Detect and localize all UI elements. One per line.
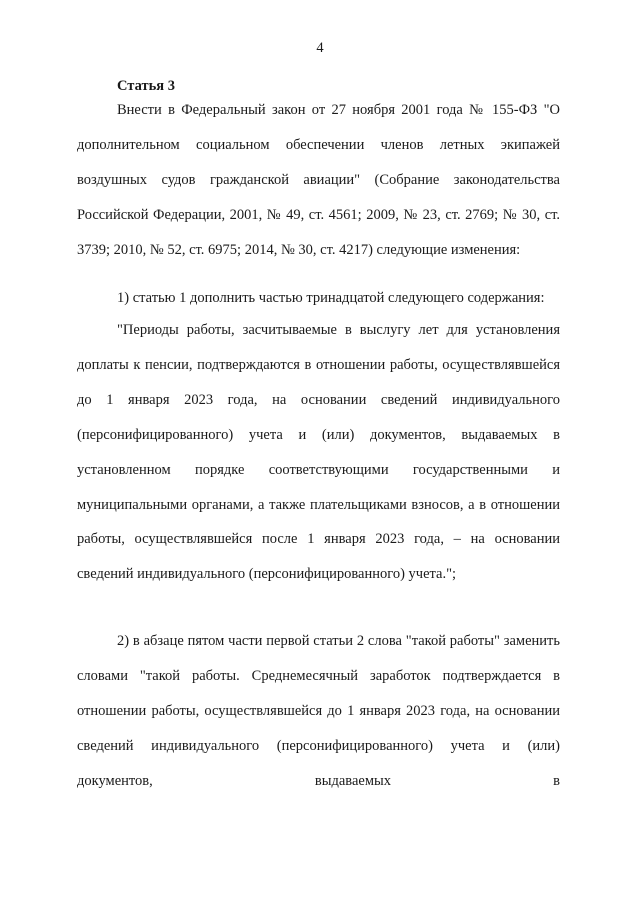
paragraph-intro: Внести в Федеральный закон от 27 ноября 2001 года № 155-ФЗ "О дополнительном социальном обеспечении членов летных экипажей воздушных судов гражданской авиации" (Собрание законодательства Российской Федерации, 2001, № 49, ст. 4561; 2009, № 23, ст. 2769; № 30, ст. 3739; 2010, № 52, ст. 6975; 2014, № 30, ст. 4217) следующие изменения: xyxy=(77,102,560,258)
paragraph-item-2: 2) в абзаце пятом части первой статьи 2 слова "такой работы" заменить словами "такой работы. Среднемесячный заработок подтверждается в отношении работы, осуществлявшейся до 1 января 2023 года, на основании сведений индивидуального (персонифицированного) учета и (или) документов, выдаваемых в xyxy=(77,633,560,789)
article-heading: Статья 3 xyxy=(117,78,175,94)
page-number: 4 xyxy=(316,40,324,56)
paragraph-item-1: 1) статью 1 дополнить частью тринадцатой следующего содержания: xyxy=(117,290,545,306)
paragraph-quote: "Периоды работы, засчитываемые в выслугу лет для установления доплаты к пенсии, подтверждаются в отношении работы, осуществлявшейся до 1 января 2023 года, на основании сведений индивидуального (персонифицированного) учета и (или) документов, выдаваемых в установленном порядке соответствующими государственными и муниципальными органами, а также плательщиками взносов, а в отношении работы, осуществлявшейся после 1 января 2023 года, – на основании сведений индивидуального (персонифицированного) учета."; xyxy=(77,322,560,583)
